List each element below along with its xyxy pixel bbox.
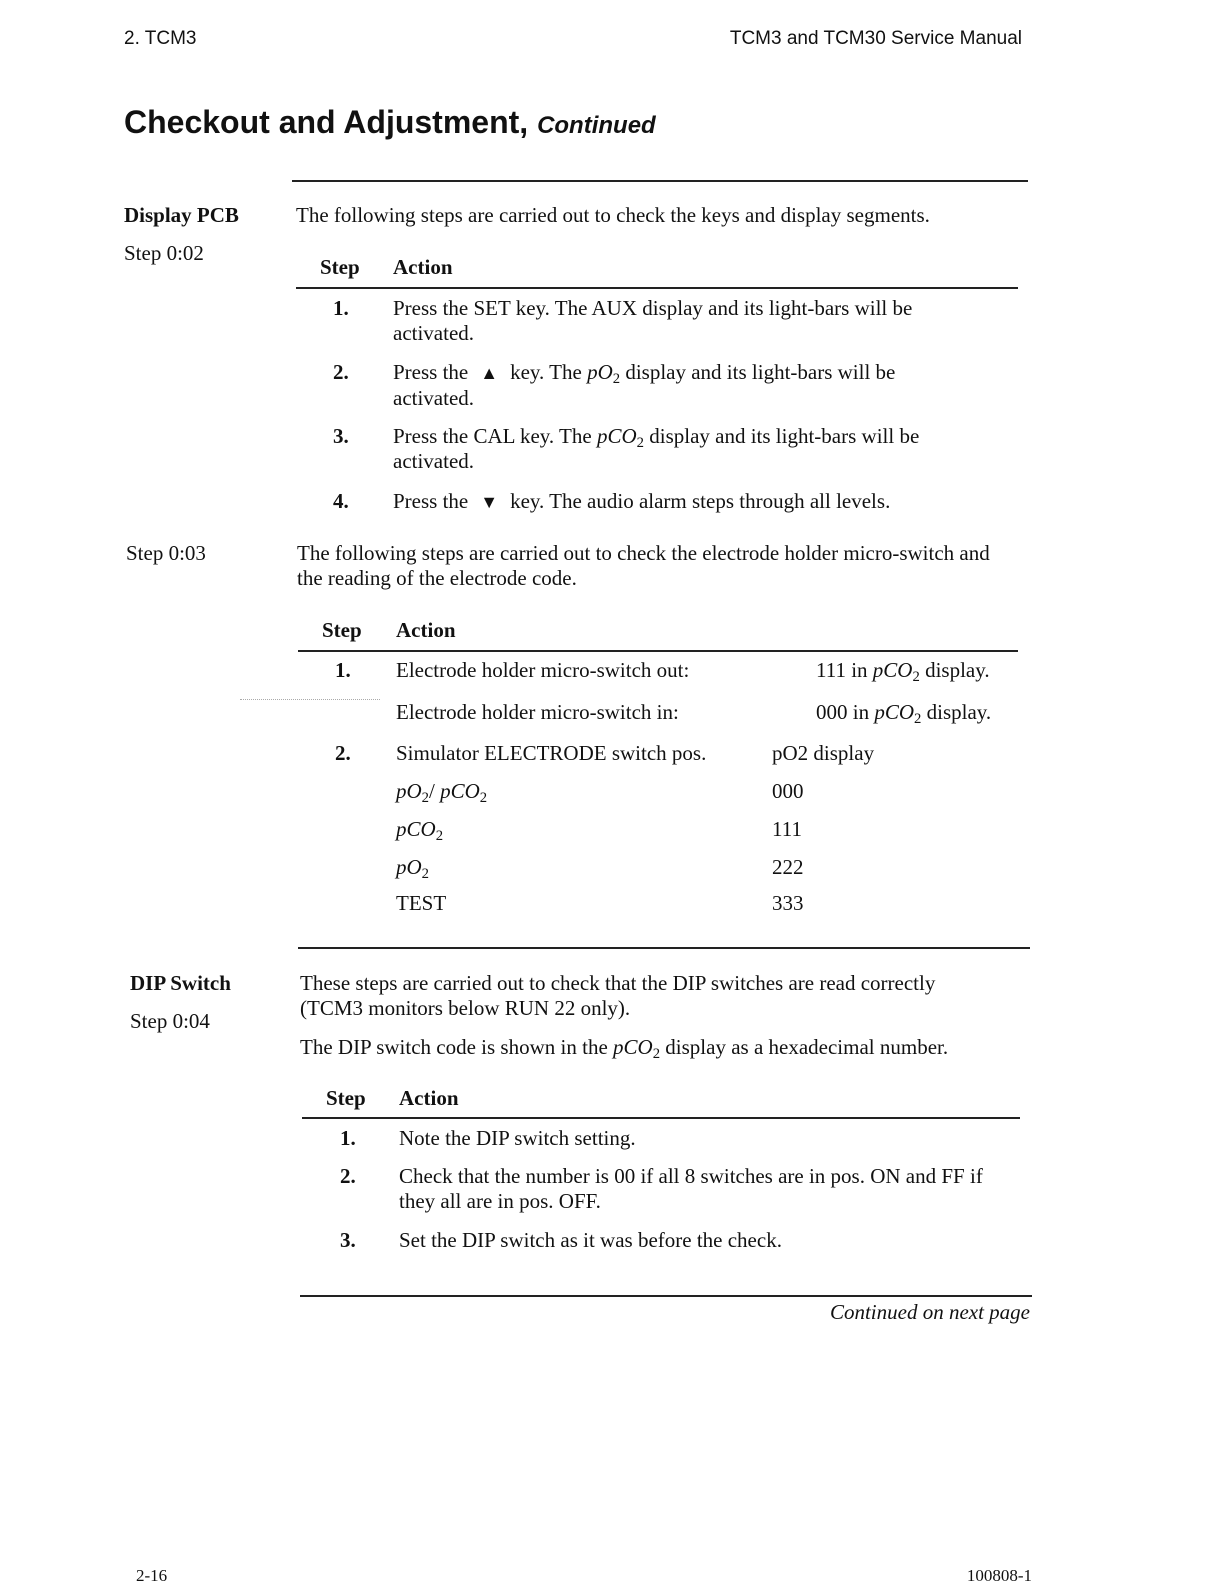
action-line: they all are in pos. OFF. — [399, 1189, 601, 1213]
table-head-rule — [296, 287, 1018, 289]
up-arrow-key-icon: ▲ — [480, 363, 499, 383]
table-head-step: Step — [320, 255, 360, 279]
section2-intro — [297, 541, 990, 591]
step-number: 2. — [333, 360, 349, 384]
intro-line: (TCM3 monitors below RUN 22 only). — [300, 996, 631, 1020]
switch-pos-pco2 — [396, 817, 443, 842]
action-line: Press the SET key. The AUX display and its light-bars will be — [393, 296, 913, 320]
separator: / — [429, 779, 435, 803]
table-head-rule — [302, 1117, 1020, 1119]
display-value: 111 — [772, 817, 802, 841]
action-text: key. The — [510, 360, 582, 384]
section-divider — [292, 180, 1028, 182]
pco2-symbol: pCO — [596, 424, 637, 448]
switch-pos-test: TEST — [396, 891, 447, 915]
down-arrow-key-icon: ▼ — [480, 492, 499, 512]
pco2-symbol: pCO — [872, 658, 913, 682]
step-number: 1. — [335, 658, 351, 682]
subscript: 2 — [636, 435, 644, 451]
section-label-dip-switch: DIP Switch — [130, 971, 231, 995]
section3-intro — [300, 971, 935, 1021]
step-number: 4. — [333, 489, 349, 513]
step-number: 3. — [340, 1228, 356, 1252]
header-chapter: 2. TCM3 — [124, 28, 197, 49]
table-head-action: Action — [399, 1086, 459, 1110]
subscript: 2 — [435, 828, 444, 844]
value-text: 111 in — [816, 658, 868, 682]
switch-pos-po2 — [396, 855, 429, 880]
value-text: display. — [926, 700, 992, 724]
subscript: 2 — [914, 711, 922, 727]
action-line: activated. — [393, 321, 475, 345]
intro-line: These steps are carried out to check that the DIP switches are read correctly — [300, 971, 936, 995]
page-number: 2-16 — [136, 1566, 168, 1585]
po2-display-heading: pO2 display — [772, 741, 875, 765]
table-head-action: Action — [396, 618, 456, 642]
table-head-rule — [298, 650, 1018, 652]
display-value: 000 — [772, 779, 804, 803]
pco2-symbol: pCO — [613, 1035, 653, 1059]
subscript: 2 — [612, 371, 621, 387]
intro-line: The following steps are carried out to check the electrode holder micro-switch and — [297, 541, 990, 565]
step-number: 3. — [333, 424, 349, 448]
action-text: Press the — [393, 489, 469, 513]
step-number: 2. — [335, 741, 351, 765]
step-number: 2. — [340, 1164, 356, 1188]
switch-in-value — [816, 700, 991, 725]
switch-pos-po2-pco2 — [396, 779, 487, 804]
continued-note: Continued on next page — [829, 1300, 1030, 1324]
simulator-switch-heading: Simulator ELECTRODE switch pos. — [396, 741, 707, 765]
subscript: 2 — [652, 1046, 661, 1062]
section1-intro: The following steps are carried out to check the keys and display segments. — [296, 203, 930, 227]
table-head-step: Step — [322, 618, 362, 642]
step-label-0-03: Step 0:03 — [126, 541, 206, 565]
step-number: 1. — [333, 296, 349, 320]
page-title-continued: Continued — [537, 112, 656, 139]
step-number: 1. — [340, 1126, 356, 1150]
step-action: Note the DIP switch setting. — [399, 1126, 636, 1150]
display-value: 333 — [772, 891, 804, 915]
display-value: 222 — [772, 855, 804, 879]
action-line: activated. — [393, 386, 475, 410]
pco2-symbol: pCO — [874, 700, 915, 724]
step-label-0-04: Step 0:04 — [130, 1009, 210, 1033]
section-divider — [300, 1295, 1032, 1297]
switch-in-label: Electrode holder micro-switch in: — [396, 700, 679, 724]
section-divider — [298, 947, 1030, 949]
subscript: 2 — [479, 790, 488, 806]
step-label-0-02: Step 0:02 — [124, 241, 204, 265]
step-action — [393, 360, 895, 411]
action-text: Press the CAL key. The — [393, 424, 592, 448]
subscript: 2 — [421, 866, 430, 882]
pco2-symbol: pCO — [440, 779, 480, 803]
action-text: display and its light-bars will be — [625, 360, 896, 384]
value-text: 000 in — [816, 700, 870, 724]
po2-symbol: pO — [587, 360, 613, 384]
action-text: Press the — [393, 360, 469, 384]
po2-symbol: pO — [396, 855, 422, 879]
action-line: activated. — [393, 449, 475, 473]
intro-text: The DIP switch code is shown in the — [300, 1035, 608, 1059]
page-title-main: Checkout and Adjustment, — [124, 104, 529, 140]
step-action: Set the DIP switch as it was before the check. — [399, 1228, 782, 1252]
po2-symbol: pO — [396, 779, 422, 803]
table-head-action: Action — [393, 255, 453, 279]
section3-intro-hex — [300, 1035, 948, 1060]
step-action — [393, 489, 890, 515]
subscript: 2 — [912, 669, 920, 685]
document-number: 100808-1 — [966, 1566, 1032, 1585]
header-manual-title: TCM3 and TCM30 Service Manual — [729, 28, 1022, 49]
page-title — [124, 104, 656, 141]
value-text: display. — [925, 658, 990, 682]
intro-text: display as a hexadecimal number. — [665, 1035, 949, 1059]
action-text: display and its light-bars will be — [649, 424, 920, 448]
action-line: Check that the number is 00 if all 8 switches are in pos. ON and FF if — [399, 1164, 983, 1188]
switch-out-value — [816, 658, 990, 683]
step-action — [393, 424, 919, 474]
step-action — [399, 1164, 983, 1214]
intro-line: the reading of the electrode code. — [297, 566, 577, 590]
section-label-display-pcb: Display PCB — [124, 203, 239, 227]
pco2-symbol: pCO — [396, 817, 436, 841]
table-head-step: Step — [326, 1086, 366, 1110]
step-action — [393, 296, 912, 346]
action-text: key. The audio alarm steps through all levels. — [510, 489, 891, 513]
subscript: 2 — [421, 790, 430, 806]
switch-out-label: Electrode holder micro-switch out: — [396, 658, 690, 682]
scan-artifact-line — [240, 699, 380, 700]
